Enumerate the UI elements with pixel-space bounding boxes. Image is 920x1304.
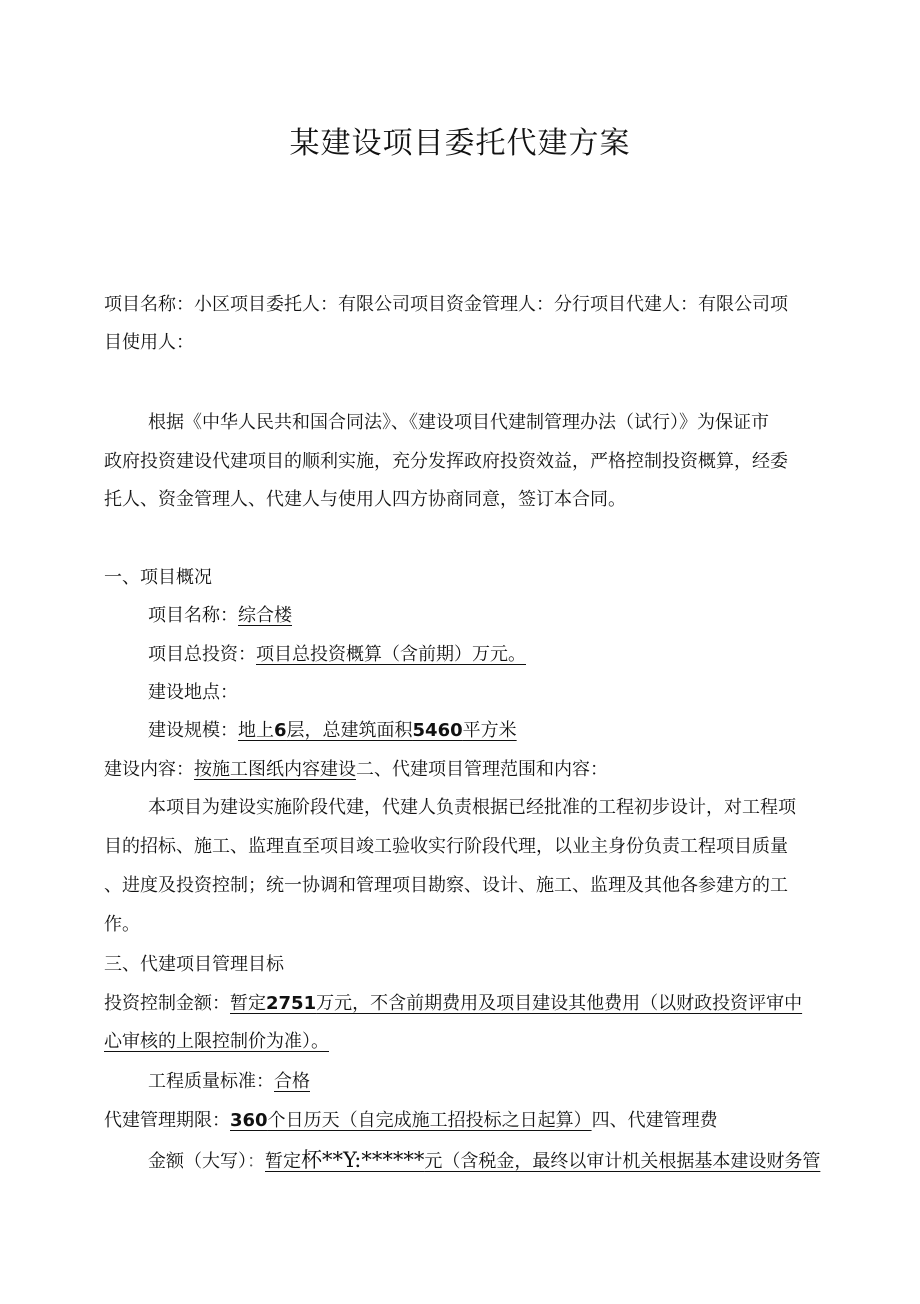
- document-title: 某建设项目委托代建方案: [289, 126, 631, 161]
- project-location-label: 建设地点：: [148, 682, 238, 703]
- project-scale-label: 建设规模：: [148, 720, 238, 741]
- management-period-label: 代建管理期限：: [104, 1110, 230, 1131]
- investment-control-label: 投资控制金额：: [104, 993, 230, 1014]
- scale-part-1: 地上: [238, 720, 274, 741]
- fee-part-1: 暂定: [265, 1151, 301, 1172]
- preamble-line-3: 托人、资金管理人、代建人与使用人四方协商同意，签订本合同。: [104, 489, 626, 510]
- project-content-label: 建设内容：: [104, 759, 194, 780]
- investment-control-row: [104, 991, 802, 1017]
- scale-floors: 6: [274, 720, 287, 741]
- section-2-line-4: 作。: [104, 914, 140, 935]
- project-name-row: [148, 603, 292, 629]
- fee-part-3: 元（含税金，最终以审计机关根据基本建设财务管: [424, 1151, 821, 1172]
- investment-control-line-2: [104, 1029, 329, 1055]
- invest-part-1: 暂定: [230, 993, 266, 1014]
- project-location-row: [148, 680, 238, 706]
- quality-standard-row: [148, 1069, 310, 1095]
- period-text: 个日历天（自完成施工招投标之日起算）: [267, 1110, 592, 1131]
- quality-standard-label: 工程质量标准：: [148, 1071, 274, 1092]
- project-scale-row: [148, 718, 517, 744]
- project-content-row: [104, 757, 608, 783]
- fee-amount-separator: ：: [247, 1151, 265, 1172]
- scale-part-2: 层，总建筑面积: [286, 720, 413, 741]
- section-1-heading: 一、项目概况: [104, 567, 212, 588]
- project-investment-row: [148, 642, 526, 668]
- project-content-value: 按施工图纸内容建设: [194, 759, 356, 780]
- fee-amount-value: [265, 1148, 821, 1172]
- section-2-line-2: 目的招标、施工、监理直至项目竣工验收实行阶段代理，以业主身份负责工程项目质量: [104, 836, 788, 857]
- project-investment-value: 项目总投资概算（含前期）万元。: [256, 644, 526, 665]
- section-2-line-1: 本项目为建设实施阶段代建，代建人负责根据已经批准的工程初步设计，对工程项: [148, 797, 796, 818]
- section-2-line-3: 、进度及投资控制；统一协调和管理项目勘察、设计、施工、监理及其他各参建方的工: [104, 875, 788, 896]
- fee-amount-row: [148, 1147, 820, 1175]
- intro-line-2: 目使用人：: [104, 332, 194, 353]
- invest-amount: 2751: [266, 993, 317, 1014]
- scale-area: 5460: [412, 720, 463, 741]
- preamble-line-2: 政府投资建设代建项目的顺利实施，充分发挥政府投资效益，严格控制投资概算，经委: [104, 451, 788, 472]
- intro-line-1: 项目名称：小区项目委托人：有限公司项目资金管理人：分行项目代建人：有限公司项: [104, 294, 788, 315]
- section-2-heading: 二、代建项目管理范围和内容：: [356, 759, 608, 780]
- investment-control-value-2: 心审核的上限控制价为准）。: [104, 1031, 329, 1052]
- quality-standard-value: 合格: [274, 1071, 310, 1092]
- management-period-value: [230, 1110, 592, 1131]
- management-period-row: [104, 1108, 718, 1134]
- preamble-line-1: 根据《中华人民共和国合同法》、《建设项目代建制管理办法（试行）》为保证市: [148, 412, 769, 433]
- project-name-label: 项目名称：: [148, 605, 238, 626]
- invest-part-2: 万元，不含前期费用及项目建设其他费用（以财政投资评审中: [316, 993, 803, 1014]
- project-name-value: 综合楼: [238, 605, 292, 626]
- project-scale-value: [238, 720, 517, 741]
- fee-placeholder: 杯**Y:******: [301, 1148, 425, 1172]
- scale-part-3: 平方米: [462, 720, 517, 741]
- investment-control-value: [230, 993, 802, 1014]
- fee-amount-label: 金额（大写）: [148, 1151, 247, 1172]
- project-investment-label: 项目总投资：: [148, 644, 256, 665]
- section-3-heading: 三、代建项目管理目标: [104, 954, 284, 975]
- period-days: 360: [230, 1110, 268, 1131]
- section-4-heading: 四、代建管理费: [591, 1110, 718, 1131]
